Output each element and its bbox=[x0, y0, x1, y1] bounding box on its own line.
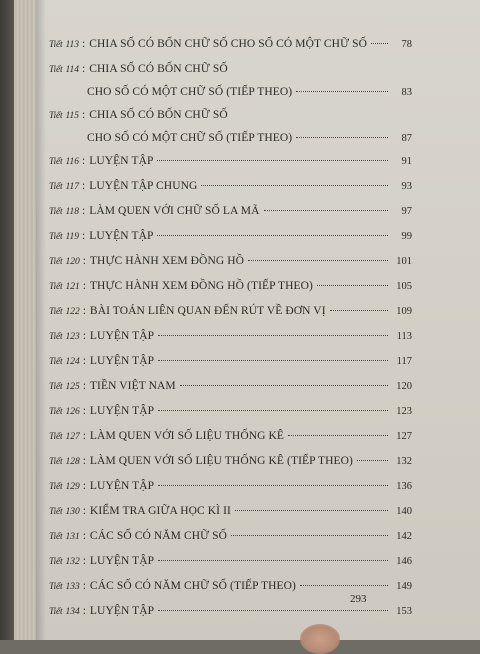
toc-entry-line bbox=[49, 200, 412, 223]
dot-leader bbox=[158, 485, 388, 486]
toc-entry bbox=[49, 150, 412, 175]
lesson-title: CÁC SỐ CÓ NĂM CHỮ SỐ bbox=[89, 530, 228, 542]
separator-colon: : bbox=[82, 38, 86, 50]
lesson-title: LÀM QUEN VỚI SỐ LIỆU THỐNG KÊ bbox=[89, 430, 285, 442]
lesson-title: LUYỆN TẬP bbox=[89, 480, 155, 492]
lesson-page-number: 101 bbox=[396, 256, 412, 267]
lesson-number: 123 bbox=[65, 332, 80, 342]
lesson-title: THỰC HÀNH XEM ĐỒNG HỒ bbox=[89, 255, 245, 267]
lesson-title: CHO SỐ CÓ MỘT CHỮ SỐ (TIẾP THEO) bbox=[87, 86, 293, 98]
toc-entry bbox=[49, 375, 412, 400]
toc-entry-line bbox=[49, 325, 412, 348]
lesson-number: 120 bbox=[65, 257, 80, 267]
page-stack-edge bbox=[14, 0, 37, 640]
lesson-title: LUYỆN TẬP bbox=[89, 555, 155, 567]
dot-leader bbox=[288, 435, 388, 436]
toc-entry-line bbox=[49, 225, 412, 248]
toc-entry-line bbox=[49, 525, 412, 548]
lesson-number: 129 bbox=[65, 482, 80, 492]
dot-leader bbox=[157, 160, 388, 161]
lesson-number: 130 bbox=[65, 507, 80, 517]
book-page bbox=[36, 0, 480, 640]
separator-colon: : bbox=[82, 555, 86, 567]
lesson-page-number: 117 bbox=[396, 356, 412, 367]
lesson-title: CHIA SỐ CÓ BỐN CHỮ SỐ bbox=[89, 109, 228, 121]
dot-leader bbox=[248, 260, 388, 261]
lesson-title: LUYỆN TẬP bbox=[89, 405, 155, 417]
lesson-title: CHO SỐ CÓ MỘT CHỮ SỐ (TIẾP THEO) bbox=[87, 132, 293, 144]
lesson-number: 119 bbox=[65, 232, 80, 242]
lesson-page-number: 127 bbox=[396, 431, 412, 442]
separator-colon: : bbox=[82, 305, 86, 317]
lesson-title: KIỂM TRA GIỮA HỌC KÌ II bbox=[89, 505, 231, 517]
toc-entry-line bbox=[49, 250, 412, 273]
lesson-title: LUYỆN TẬP bbox=[89, 355, 155, 367]
lesson-number: 127 bbox=[65, 432, 80, 442]
separator-colon: : bbox=[82, 380, 86, 392]
lesson-title: CHIA SỐ CÓ BỐN CHỮ SỐ bbox=[89, 63, 228, 75]
toc-entry-continuation bbox=[49, 127, 412, 150]
separator-colon: : bbox=[82, 505, 86, 517]
lesson-number: 115 bbox=[65, 111, 80, 121]
toc-entry-line bbox=[49, 104, 412, 127]
toc-entry bbox=[49, 275, 412, 300]
dot-leader bbox=[158, 610, 388, 611]
lesson-label: Tiết bbox=[49, 457, 63, 467]
toc-entry-line bbox=[49, 350, 412, 373]
lesson-page-number: 99 bbox=[401, 231, 412, 242]
lesson-number: 125 bbox=[65, 382, 80, 392]
lesson-number: 113 bbox=[65, 40, 80, 50]
separator-colon: : bbox=[82, 330, 86, 342]
lesson-title: THỰC HÀNH XEM ĐỒNG HỒ (TIẾP THEO) bbox=[89, 280, 313, 292]
spine-shadow bbox=[36, 0, 46, 640]
lesson-title: LUYỆN TẬP CHUNG bbox=[89, 180, 198, 192]
separator-colon: : bbox=[82, 605, 86, 617]
dot-leader bbox=[201, 185, 388, 186]
toc-entry bbox=[49, 200, 412, 225]
toc-entry bbox=[49, 450, 412, 475]
separator-colon: : bbox=[82, 355, 86, 367]
lesson-number: 134 bbox=[65, 607, 80, 617]
lesson-label: Tiết bbox=[49, 382, 63, 392]
lesson-page-number: 120 bbox=[396, 381, 412, 392]
lesson-number: 121 bbox=[65, 282, 80, 292]
toc-entry bbox=[49, 300, 412, 325]
toc-entry-line bbox=[49, 550, 412, 573]
lesson-page-number: 87 bbox=[401, 133, 412, 144]
lesson-label: Tiết bbox=[49, 65, 63, 75]
toc-entry-line bbox=[49, 175, 412, 198]
dot-leader bbox=[235, 510, 388, 511]
separator-colon: : bbox=[82, 405, 86, 417]
lesson-page-number: 153 bbox=[396, 606, 412, 617]
lesson-label: Tiết bbox=[49, 582, 63, 592]
dot-leader bbox=[330, 310, 388, 311]
lesson-label: Tiết bbox=[49, 507, 63, 517]
lesson-label: Tiết bbox=[49, 607, 63, 617]
separator-colon: : bbox=[82, 205, 86, 217]
lesson-title: BÀI TOÁN LIÊN QUAN ĐẾN RÚT VỀ ĐƠN VỊ bbox=[89, 305, 326, 317]
lesson-number: 117 bbox=[65, 182, 80, 192]
lesson-number: 122 bbox=[65, 307, 80, 317]
lesson-number: 116 bbox=[65, 157, 80, 167]
dot-leader bbox=[231, 535, 388, 536]
toc-entry bbox=[49, 225, 412, 250]
lesson-page-number: 105 bbox=[396, 281, 412, 292]
lesson-number: 131 bbox=[65, 532, 80, 542]
dot-leader bbox=[180, 385, 388, 386]
lesson-title: LÀM QUEN VỚI SỐ LIỆU THỐNG KÊ (TIẾP THEO) bbox=[89, 455, 353, 467]
separator-colon: : bbox=[82, 530, 86, 542]
page-number: 293 bbox=[350, 593, 367, 605]
lesson-number: 118 bbox=[65, 207, 80, 217]
lesson-label: Tiết bbox=[49, 557, 63, 567]
toc-entry-line bbox=[49, 425, 412, 448]
table-of-contents bbox=[49, 33, 412, 625]
separator-colon: : bbox=[82, 230, 86, 242]
toc-entry-line bbox=[49, 150, 412, 173]
lesson-label: Tiết bbox=[49, 257, 63, 267]
toc-entry-line bbox=[49, 275, 412, 298]
toc-entry bbox=[49, 104, 412, 150]
lesson-label: Tiết bbox=[49, 332, 63, 342]
lesson-title: LUYỆN TẬP bbox=[89, 230, 154, 242]
separator-colon: : bbox=[82, 480, 86, 492]
lesson-label: Tiết bbox=[49, 307, 63, 317]
lesson-number: 128 bbox=[65, 457, 80, 467]
lesson-page-number: 136 bbox=[396, 481, 412, 492]
lesson-page-number: 149 bbox=[396, 581, 412, 592]
separator-colon: : bbox=[82, 109, 86, 121]
book-edge-shadow bbox=[0, 0, 14, 640]
lesson-page-number: 91 bbox=[401, 156, 412, 167]
separator-colon: : bbox=[82, 430, 86, 442]
toc-entry bbox=[49, 58, 412, 104]
separator-colon: : bbox=[82, 580, 86, 592]
lesson-title: TIỀN VIỆT NAM bbox=[89, 380, 176, 392]
lesson-label: Tiết bbox=[49, 532, 63, 542]
lesson-number: 126 bbox=[65, 407, 80, 417]
lesson-title: LUYỆN TẬP bbox=[89, 330, 155, 342]
toc-entry-line bbox=[49, 33, 412, 56]
dot-leader bbox=[357, 460, 388, 461]
lesson-page-number: 132 bbox=[396, 456, 412, 467]
lesson-page-number: 142 bbox=[396, 531, 412, 542]
lesson-label: Tiết bbox=[49, 182, 63, 192]
lesson-label: Tiết bbox=[49, 40, 63, 50]
finger-tip bbox=[300, 624, 340, 654]
lesson-label: Tiết bbox=[49, 432, 63, 442]
toc-entry bbox=[49, 525, 412, 550]
dot-leader bbox=[158, 410, 388, 411]
lesson-label: Tiết bbox=[49, 157, 63, 167]
lesson-title: CÁC SỐ CÓ NĂM CHỮ SỐ (TIẾP THEO) bbox=[89, 580, 296, 592]
lesson-page-number: 140 bbox=[396, 506, 412, 517]
lesson-title: LÀM QUEN VỚI CHỮ SỐ LA MÃ bbox=[89, 205, 260, 217]
toc-entry-line bbox=[49, 450, 412, 473]
dot-leader bbox=[371, 43, 388, 44]
lesson-page-number: 123 bbox=[396, 406, 412, 417]
lesson-page-number: 97 bbox=[401, 206, 412, 217]
toc-entry bbox=[49, 500, 412, 525]
dot-leader bbox=[296, 137, 388, 138]
separator-colon: : bbox=[82, 455, 86, 467]
toc-entry-line bbox=[49, 400, 412, 423]
lesson-page-number: 78 bbox=[401, 39, 412, 50]
toc-entry bbox=[49, 475, 412, 500]
dot-leader bbox=[264, 210, 388, 211]
toc-entry bbox=[49, 550, 412, 575]
separator-colon: : bbox=[82, 180, 86, 192]
lesson-title: LUYỆN TẬP bbox=[89, 605, 155, 617]
dot-leader bbox=[158, 335, 388, 336]
lesson-title: CHIA SỐ CÓ BỐN CHỮ SỐ CHO SỐ CÓ MỘT CHỮ SỐ bbox=[89, 38, 367, 50]
toc-entry bbox=[49, 400, 412, 425]
lesson-page-number: 83 bbox=[401, 87, 412, 98]
lesson-number: 114 bbox=[65, 65, 80, 75]
lesson-number: 133 bbox=[65, 582, 80, 592]
dot-leader bbox=[158, 360, 388, 361]
lesson-label: Tiết bbox=[49, 357, 63, 367]
lesson-label: Tiết bbox=[49, 232, 63, 242]
lesson-label: Tiết bbox=[49, 207, 63, 217]
dot-leader bbox=[300, 585, 388, 586]
lesson-page-number: 146 bbox=[396, 556, 412, 567]
lesson-label: Tiết bbox=[49, 111, 63, 121]
lesson-page-number: 93 bbox=[401, 181, 412, 192]
toc-entry-line bbox=[49, 300, 412, 323]
dot-leader bbox=[317, 285, 388, 286]
toc-entry-line bbox=[49, 500, 412, 523]
lesson-page-number: 113 bbox=[396, 331, 412, 342]
toc-entry bbox=[49, 250, 412, 275]
toc-entry bbox=[49, 175, 412, 200]
separator-colon: : bbox=[82, 155, 86, 167]
toc-entry bbox=[49, 325, 412, 350]
lesson-label: Tiết bbox=[49, 407, 63, 417]
lesson-number: 132 bbox=[65, 557, 80, 567]
separator-colon: : bbox=[82, 255, 86, 267]
separator-colon: : bbox=[82, 63, 86, 75]
lesson-page-number: 109 bbox=[396, 306, 412, 317]
lesson-label: Tiết bbox=[49, 282, 63, 292]
toc-entry bbox=[49, 33, 412, 58]
toc-entry bbox=[49, 350, 412, 375]
lesson-title: LUYỆN TẬP bbox=[89, 155, 154, 167]
toc-entry-continuation bbox=[49, 81, 412, 104]
dot-leader bbox=[296, 91, 388, 92]
toc-entry-line bbox=[49, 475, 412, 498]
lesson-label: Tiết bbox=[49, 482, 63, 492]
toc-entry-line bbox=[49, 58, 412, 81]
toc-entry bbox=[49, 425, 412, 450]
dot-leader bbox=[158, 560, 388, 561]
dot-leader bbox=[157, 235, 388, 236]
toc-entry-line bbox=[49, 375, 412, 398]
lesson-number: 124 bbox=[65, 357, 80, 367]
separator-colon: : bbox=[82, 280, 86, 292]
